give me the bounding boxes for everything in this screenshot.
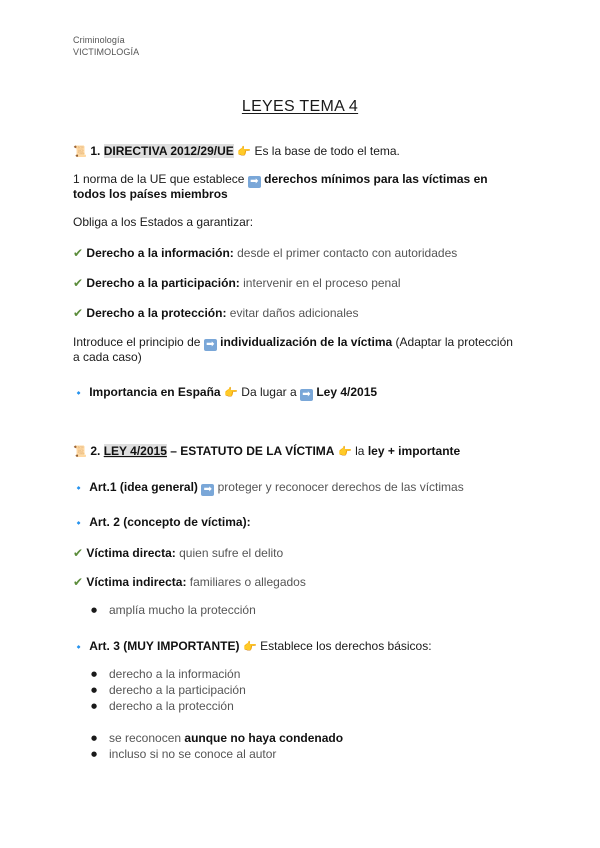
page-title: LEYES TEMA 4 (241, 98, 359, 115)
pointing-hand-icon: 👉 (242, 640, 257, 653)
diamond-icon: 🔹 (73, 389, 85, 399)
directive-paragraph: 1 norma de la UE que establece ➡ derechos mínimos para las víctimas en (73, 172, 488, 187)
diamond-icon: 🔹 (73, 519, 85, 529)
header-subject: Criminología (73, 35, 125, 45)
obliga-text: Obliga a los Estados a garantizar: (73, 215, 254, 229)
list-item: ● derecho a la protección (91, 699, 234, 714)
check-icon: ✔ (73, 546, 84, 560)
principle-paragraph-cont: a cada caso) (73, 350, 142, 364)
art1-line: 🔹 Art.1 (idea general) ➡ proteger y reconocer derechos de las víctimas (73, 480, 464, 495)
section-2-heading: 📜 2. LEY 4/2015 – ESTATUTO DE LA VÍCTIMA 👉 la ley + importante (73, 444, 461, 458)
diamond-icon: 🔹 (73, 484, 85, 494)
check-icon: ✔ (73, 276, 84, 290)
pointing-hand-icon: 👉 (237, 145, 251, 158)
arrow-right-icon: ➡ (248, 176, 261, 188)
scroll-icon: 📜 (73, 145, 87, 158)
section-1-heading: 📜 1. DIRECTIVA 2012/29/UE 👉 Es la base de todo el tema. (73, 144, 400, 158)
pointing-hand-icon: 👉 (224, 386, 238, 399)
list-item: ● se reconocen aunque no haya condenado (91, 731, 343, 746)
list-item: ● derecho a la participación (91, 683, 246, 698)
arrow-right-icon: ➡ (201, 484, 214, 496)
victim-indirect: ✔ Víctima indirecta: familiares o allegados (73, 575, 306, 589)
arrow-right-icon: ➡ (204, 339, 217, 351)
list-item: ● derecho a la información (91, 667, 240, 682)
importance-line: 🔹 Importancia en España 👉 Da lugar a ➡ Ley 4/2015 (73, 385, 378, 400)
directive-paragraph-cont: todos los países miembros (73, 187, 228, 201)
scroll-icon: 📜 (73, 445, 87, 458)
check-icon: ✔ (73, 246, 84, 260)
list-item: ● amplía mucho la protección (91, 603, 256, 618)
right-protection: ✔ Derecho a la protección: evitar daños adicionales (73, 306, 359, 320)
art2-line: 🔹 Art. 2 (concepto de víctima): (73, 515, 251, 529)
law-name: LEY 4/2015 (103, 444, 167, 458)
pointing-hand-icon: 👉 (337, 445, 352, 458)
header-course: VICTIMOLOGÍA (73, 47, 140, 57)
directive-name: DIRECTIVA 2012/29/UE (103, 144, 234, 158)
right-participation: ✔ Derecho a la participación: intervenir en el proceso penal (73, 276, 401, 290)
list-item: ● incluso si no se conoce al autor (91, 747, 276, 762)
right-information: ✔ Derecho a la información: desde el primer contacto con autoridades (73, 246, 458, 260)
principle-paragraph: Introduce el principio de ➡ individualización de la víctima (Adaptar la protección (73, 335, 513, 350)
check-icon: ✔ (73, 306, 84, 320)
art3-line: 🔹 Art. 3 (MUY IMPORTANTE) 👉 Establece los derechos básicos: (73, 639, 432, 653)
diamond-icon: 🔹 (73, 643, 85, 653)
arrow-right-icon: ➡ (300, 389, 313, 401)
check-icon: ✔ (73, 575, 84, 589)
victim-direct: ✔ Víctima directa: quien sufre el delito (73, 546, 284, 560)
